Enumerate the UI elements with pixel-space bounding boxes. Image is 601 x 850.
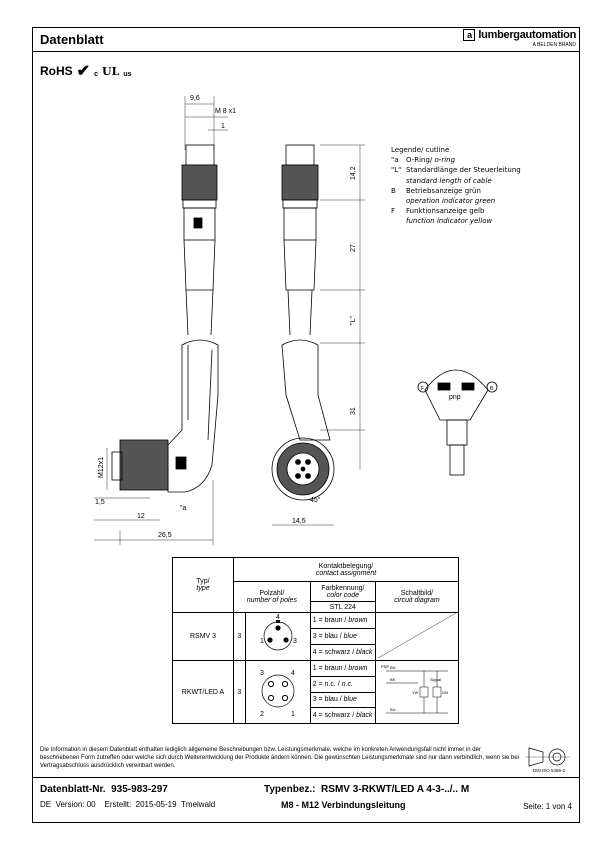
color-row: 3 = blau / blue bbox=[310, 692, 375, 708]
svg-text:BK: BK bbox=[389, 677, 396, 682]
circuit-diagram-icon bbox=[378, 661, 456, 721]
svg-text:1: 1 bbox=[290, 711, 295, 718]
pinout-rsmv3 bbox=[245, 613, 310, 661]
led-b-label: B bbox=[490, 386, 494, 392]
color-row: 1 = braun / brown bbox=[310, 613, 375, 629]
poles-rkwt-led: 3 bbox=[234, 661, 246, 724]
svg-text:4: 4 bbox=[275, 614, 280, 621]
type-rsmv3: RSMV 3 bbox=[173, 613, 234, 661]
type-rkwt-led: RKWT/LED A bbox=[173, 661, 234, 724]
svg-text:BU: BU bbox=[389, 707, 396, 712]
projection-symbol-icon bbox=[525, 740, 585, 775]
svg-text:PNP: PNP bbox=[380, 664, 390, 669]
stl-label: STL 224 bbox=[310, 602, 375, 613]
dim-diameter-1: 1 bbox=[221, 123, 225, 130]
page-title: Datenblatt bbox=[40, 32, 104, 47]
legend-title: Legende/ cutline bbox=[391, 146, 450, 154]
brand-name: lumbergautomation bbox=[478, 29, 576, 41]
contact-table bbox=[172, 557, 459, 724]
checkmark-icon: ✔ bbox=[76, 63, 91, 80]
led-pnp-label: pnp bbox=[449, 394, 461, 401]
dim-m8: M 8 x1 bbox=[215, 108, 237, 115]
brand-logo-icon: a bbox=[463, 29, 475, 41]
svg-text:4: 4 bbox=[290, 670, 295, 677]
footer bbox=[32, 777, 580, 811]
svg-text:3: 3 bbox=[292, 638, 297, 645]
legend bbox=[391, 145, 521, 227]
svg-text:DIN ISO 5456-2: DIN ISO 5456-2 bbox=[533, 768, 566, 773]
version-info: DE Version: 00 Erstellt: 2015-05-19 Tmeiwald bbox=[40, 800, 216, 809]
color-row: 2 = n.c. / n.c. bbox=[310, 676, 375, 692]
svg-text:2: 2 bbox=[259, 711, 264, 718]
color-row: 3 = blau / blue bbox=[310, 629, 375, 645]
product-description: M8 - M12 Verbindungsleitung bbox=[281, 800, 406, 810]
legend-row: operation indicator green bbox=[406, 197, 496, 206]
dim-1-5: 1,5 bbox=[95, 499, 105, 506]
dim-12: 12 bbox=[137, 513, 145, 520]
brand-sub: A BELDEN BRAND bbox=[532, 42, 576, 48]
pinout-male-icon bbox=[248, 613, 308, 658]
color-header: Farbkennung/ color code bbox=[310, 582, 375, 602]
dim-a-mark: "a bbox=[180, 505, 187, 512]
svg-text:1: 1 bbox=[259, 638, 264, 645]
pinout-rkwt-led bbox=[245, 661, 310, 724]
diagram-empty bbox=[375, 613, 458, 661]
legend-row: function indicator yellow bbox=[406, 217, 493, 226]
type-header: Typ/ type bbox=[173, 558, 234, 613]
color-row: 4 = schwarz / black bbox=[310, 645, 375, 661]
ul-us: us bbox=[123, 70, 132, 78]
legend-row: "L" Standardlänge der Steuerleitung bbox=[391, 166, 521, 175]
dim-27: 27 bbox=[350, 244, 357, 252]
datasheet-number: Datenblatt-Nr. 935-983-297 bbox=[40, 784, 168, 795]
dim-m12: M12x1 bbox=[98, 456, 105, 478]
svg-text:Signal: Signal bbox=[429, 677, 442, 682]
dim-45-deg: 45° bbox=[310, 497, 321, 504]
rohs-label: RoHS bbox=[40, 64, 73, 78]
legend-row: standard length of cable bbox=[406, 176, 492, 185]
poles-rsmv3: 3 bbox=[234, 613, 246, 661]
dim-diameter-9-6: 9,6 bbox=[190, 95, 200, 102]
svg-text:GN: GN bbox=[441, 690, 448, 695]
ul-logo-icon: UL bbox=[101, 64, 120, 78]
disclaimer-note: Die Information in diesem Datenblatt enthalten lediglich allgemeine Beschreibungen bzw. Leistungsmerkmale, welche im konkreten Anwendungsfall nicht immer in der beschriebenen Form zutreffen oder welche sich durch Weiterentwicklung der Produkte ändern können. Die gewünschten Leistungsmerkmale sind nur dann verbindlich, wenn sie bei Vertragsabschluss ausdrücklich vereinbart werden. bbox=[40, 747, 520, 769]
svg-text:YW: YW bbox=[411, 690, 419, 695]
legend-row: "a O-Ring/ o-ring bbox=[391, 156, 456, 165]
poles-header: Polzahl/ number of poles bbox=[234, 582, 311, 613]
dim-l: "L" bbox=[350, 316, 357, 325]
dim-26-5: 26,5 bbox=[158, 532, 172, 539]
legend-row: B Betriebsanzeige grün bbox=[391, 186, 481, 195]
type-designation: Typenbez.: RSMV 3-RKWT/LED A 4-3-../.. M bbox=[264, 784, 470, 795]
svg-text:3: 3 bbox=[259, 670, 264, 677]
page-number: Seite: 1 von 4 bbox=[523, 802, 572, 811]
ul-c: c bbox=[94, 70, 98, 78]
dim-14-2: 14,2 bbox=[350, 166, 357, 180]
dim-31: 31 bbox=[350, 407, 357, 415]
led-f-label: F bbox=[421, 386, 425, 392]
svg-text:BN: BN bbox=[389, 665, 396, 670]
contact-header: Kontaktbelegung/ contact assignment bbox=[234, 558, 459, 582]
color-row: 1 = braun / brown bbox=[310, 661, 375, 677]
pinout-female-icon bbox=[248, 661, 308, 721]
diagram-header: Schaltbild/ circuit diagram bbox=[375, 582, 458, 613]
circuit-diagram bbox=[375, 661, 458, 724]
color-row: 4 = schwarz / black bbox=[310, 708, 375, 724]
dim-diameter-14-5: 14,5 bbox=[292, 518, 306, 525]
legend-row: F Funktionsanzeige gelb bbox=[391, 207, 485, 216]
